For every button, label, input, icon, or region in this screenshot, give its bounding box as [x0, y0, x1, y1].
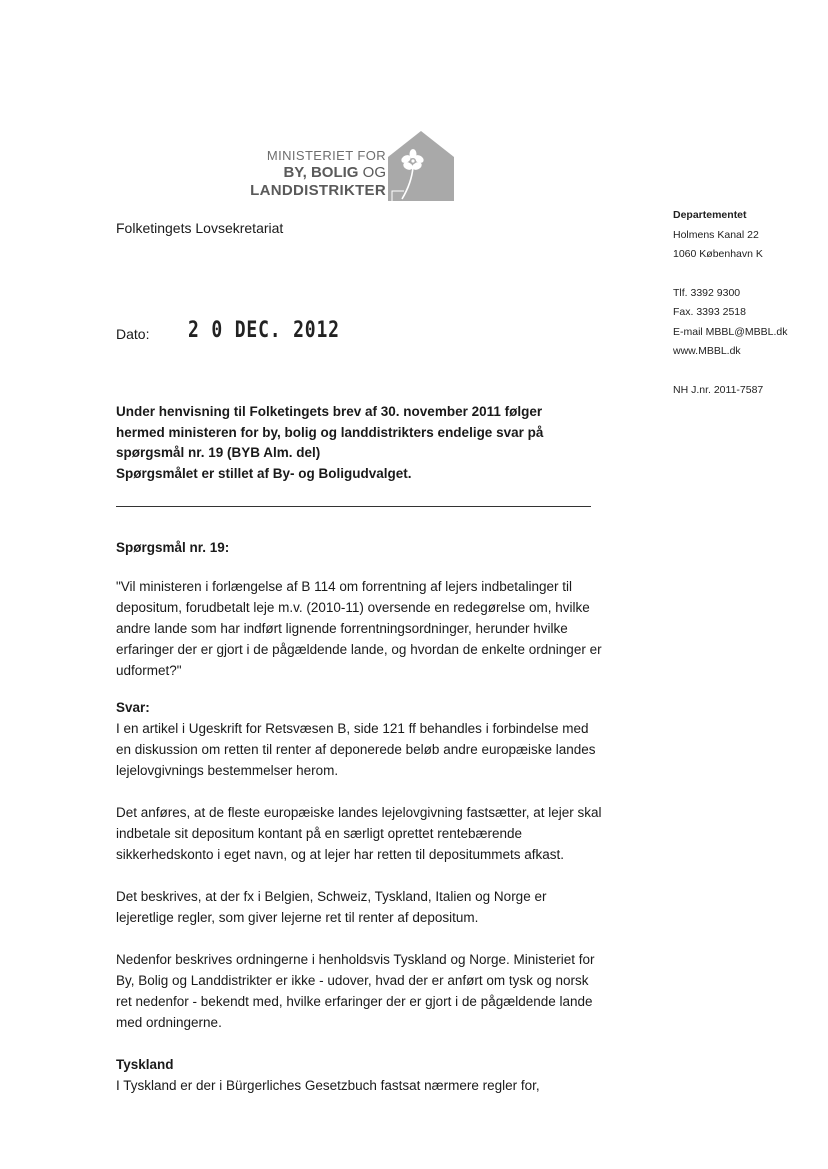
answer-paragraph-1: I en artikel i Ugeskrift for Retsvæsen B, side 121 ff behandles i forbindelse med en diskussion om retten til renter af deponerede beløb andre europæiske landes lejelovgivnings bestemmelser herom. [116, 721, 596, 778]
germany-text: I Tyskland er der i Bürgerliches Gesetzbuch fastsat nærmere regler for, [116, 1078, 540, 1093]
ministry-logo-text [246, 148, 386, 200]
logo-line-2 [246, 164, 386, 182]
case-number: NH J.nr. 2011-7587 [673, 383, 764, 396]
sender-address-1: Holmens Kanal 22 [673, 228, 759, 241]
sender-email: E-mail MBBL@MBBL.dk [673, 325, 788, 338]
sender-address-2: 1060 København K [673, 248, 763, 260]
intro-paragraph [116, 402, 596, 484]
sender-fax: Fax. 3393 2518 [673, 306, 746, 318]
sender-block [673, 206, 788, 400]
logo-line-2-light: OG [362, 164, 386, 181]
question-heading: Spørgsmål nr. 19: [116, 540, 230, 555]
answer-paragraph-3: Det beskrives, at der fx i Belgien, Schweiz, Tyskland, Italien og Norge er lejeretlige regler, som giver lejerne ret til renter af depositum. [116, 889, 547, 925]
recipient: Folketingets Lovsekretariat [116, 220, 284, 236]
answer-paragraph-4: Nedenfor beskrives ordningerne i henholdsvis Tyskland og Norge. Ministeriet for By, Bolig og Landdistrikter er ikke - udover, hvad der er anført om tysk og norsk ret nedenfor - bekendt med, hvilke erfaringer der er gjort i de pågældende lande med ordningerne. [116, 952, 595, 1030]
intro-line-4: Spørgsmålet er stillet af By- og Boligudvalget. [116, 465, 412, 481]
sender-department: Departementet [673, 209, 747, 221]
sender-phone: Tlf. 3392 9300 [673, 286, 741, 299]
date-label: Dato: [116, 326, 150, 342]
intro-line-3: spørgsmål nr. 19 (BYB Alm. del) [116, 445, 321, 460]
answer-heading: Svar: [116, 700, 150, 715]
answer-paragraph-2: Det anføres, at de fleste europæiske landes lejelovgivning fastsætter, at lejer skal indbetale sit depositum kontant på en særligt oprettet rentebærende sikkerhedskonto i eget navn, og at lejer har retten til depositummets afkast. [116, 805, 602, 862]
sender-web: www.MBBL.dk [673, 345, 741, 357]
germany-heading: Tyskland [116, 1057, 174, 1072]
logo-line-2-bold: BY, BOLIG [283, 164, 359, 181]
divider [116, 506, 591, 507]
logo-line-3: LANDDISTRIKTER [250, 182, 386, 199]
question-text: "Vil ministeren i forlængelse af B 114 om forrentning af lejers indbetalinger til depositum, forudbetalt leje m.v. (2010-11) oversende en redegørelse om, hvilke andre lande som har indført lignende forrentningsordninger, herunder hvilke erfaringer der er gjort i de pågældende lande, og hvordan de enkelte ordninger er udformet?" [116, 579, 602, 678]
logo-line-1: MINISTERIET FOR [266, 148, 386, 163]
house-flower-logo-icon [386, 129, 456, 201]
date-stamp: 2 0 DEC. 2012 [188, 318, 340, 343]
intro-line-2: hermed ministeren for by, bolig og landdistrikters endelige svar på [116, 424, 544, 440]
intro-line-1: Under henvisning til Folketingets brev af 30. november 2011 følger [116, 404, 543, 419]
letter-body [116, 537, 606, 1096]
